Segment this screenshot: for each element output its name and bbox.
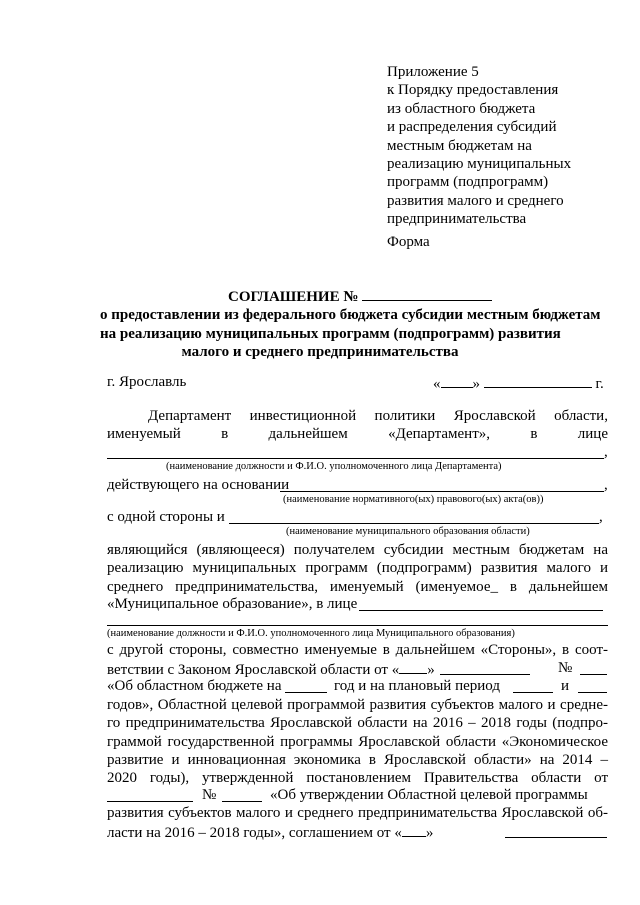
number-sign: № (202, 787, 217, 803)
period-from-field[interactable] (513, 692, 553, 693)
date-month-field[interactable] (484, 374, 592, 388)
resolution-date-field[interactable] (107, 801, 193, 802)
subtitle-line: малого и среднего предпринимательства (181, 344, 459, 360)
official-mun-field[interactable] (107, 625, 608, 626)
budget-year-field[interactable] (285, 692, 327, 693)
period-to-field[interactable] (578, 692, 607, 693)
p3-line11: ласти на 2016 – 2018 годы», соглашением от « » (107, 825, 434, 841)
appendix-line: предпринимательства (387, 211, 527, 228)
acting-basis: действующего на основании (107, 477, 290, 493)
official-mun-field-inline[interactable] (359, 610, 603, 611)
p3-line9-text: «Об утверждении Областной целевой программы (270, 787, 588, 803)
p3-line3: «Об областном бюджете на (107, 678, 282, 694)
p2 (107, 541, 608, 596)
p3-line2: ветствии с Законом Ярославской области от « » (107, 662, 435, 678)
date-line: « » г. (433, 376, 604, 392)
appendix-line: развития малого и среднего (387, 192, 564, 209)
city: г. Ярославль (107, 374, 187, 390)
law-number-field[interactable] (580, 674, 607, 675)
comma: , (599, 509, 603, 525)
p3-line: го предпринимательства Ярославской области на 2016 – 2018 годы (подпро- (107, 715, 608, 732)
p3-line1: с другой стороны, совместно именуемые в дальнейшем «Стороны», в соот- (107, 642, 608, 658)
caption-official-dept: (наименование должности и Ф.И.О. уполномоченного лица Департамента) (166, 461, 502, 472)
date-day-field[interactable] (441, 374, 473, 388)
p3-line: развитие и инновационная экономика в Ярославской области» на 2014 – (107, 751, 608, 768)
appendix-line: к Порядку предоставления (387, 82, 559, 99)
agreement-heading (228, 287, 492, 306)
one-side-and: с одной стороны и (107, 509, 225, 525)
agreement-day-field[interactable] (402, 823, 426, 837)
number-sign: № (558, 660, 573, 676)
comma: , (604, 477, 608, 493)
agreement-date-field[interactable] (505, 837, 607, 838)
p2-line: среднего предпринимательства, именуемый (именуемое_ в дальнейшем (107, 578, 608, 595)
agreement-subtitle (100, 306, 601, 362)
p1-line1: Департамент инвестиционной политики Ярославской области, (148, 408, 608, 424)
appendix-line: местным бюджетам на (387, 137, 532, 154)
law-day-field[interactable] (399, 660, 427, 674)
resolution-number-field[interactable] (222, 801, 262, 802)
p2-line: являющийся (являющееся) получателем субсидии местным бюджетам на (107, 542, 608, 558)
p3-line: годов», Областной целевой программой развития субъектов малого и средне- (107, 697, 608, 713)
p2-last-line: «Муниципальное образование», в лице (107, 596, 358, 612)
comma: , (604, 444, 608, 460)
p3-line: 2020 годы), утвержденной постановлением Правительства области от (107, 770, 608, 787)
appendix-line: из областного бюджета (387, 100, 536, 117)
and-word: и (561, 678, 570, 694)
law-date-field[interactable] (440, 674, 530, 675)
p2-line: реализацию муниципальных программ (подпрограмм) развития малого и (107, 560, 608, 577)
appendix-line: реализацию муниципальных (387, 156, 572, 173)
appendix-line: и распределения субсидий (387, 119, 557, 136)
p3-line10: развития субъектов малого и среднего предпринимательства Ярославской об- (107, 805, 608, 821)
subtitle-line: о предоставлении из федерального бюджета субсидии местным бюджетам (100, 307, 601, 323)
caption-act: (наименование нормативного(ых) правового(ых) акта(ов)) (283, 494, 544, 505)
p3-mid (107, 696, 608, 787)
form-label: Форма (387, 234, 430, 250)
municipality-field[interactable] (229, 523, 599, 524)
legal-act-field[interactable] (280, 491, 604, 492)
official-dept-field[interactable] (107, 458, 604, 459)
appendix-line: программ (подпрограмм) (387, 174, 549, 191)
planned-period-text: год и на плановый период (334, 678, 500, 694)
appendix-block (387, 63, 571, 229)
p1-line2: именуемый в дальнейшем «Департамент», в лице (107, 426, 608, 442)
p3-line: граммой государственной программы Ярославской области «Экономическое (107, 733, 608, 750)
agreement-heading-text: СОГЛАШЕНИЕ № (228, 289, 359, 305)
agreement-number-field[interactable] (362, 287, 492, 301)
appendix-line: Приложение 5 (387, 64, 479, 80)
caption-official-mun: (наименование должности и Ф.И.О. уполномоченного лица Муниципального образования) (107, 628, 515, 639)
subtitle-line: на реализацию муниципальных программ (подпрограмм) развития (100, 325, 561, 342)
caption-municipality: (наименование муниципального образования области) (286, 526, 530, 537)
